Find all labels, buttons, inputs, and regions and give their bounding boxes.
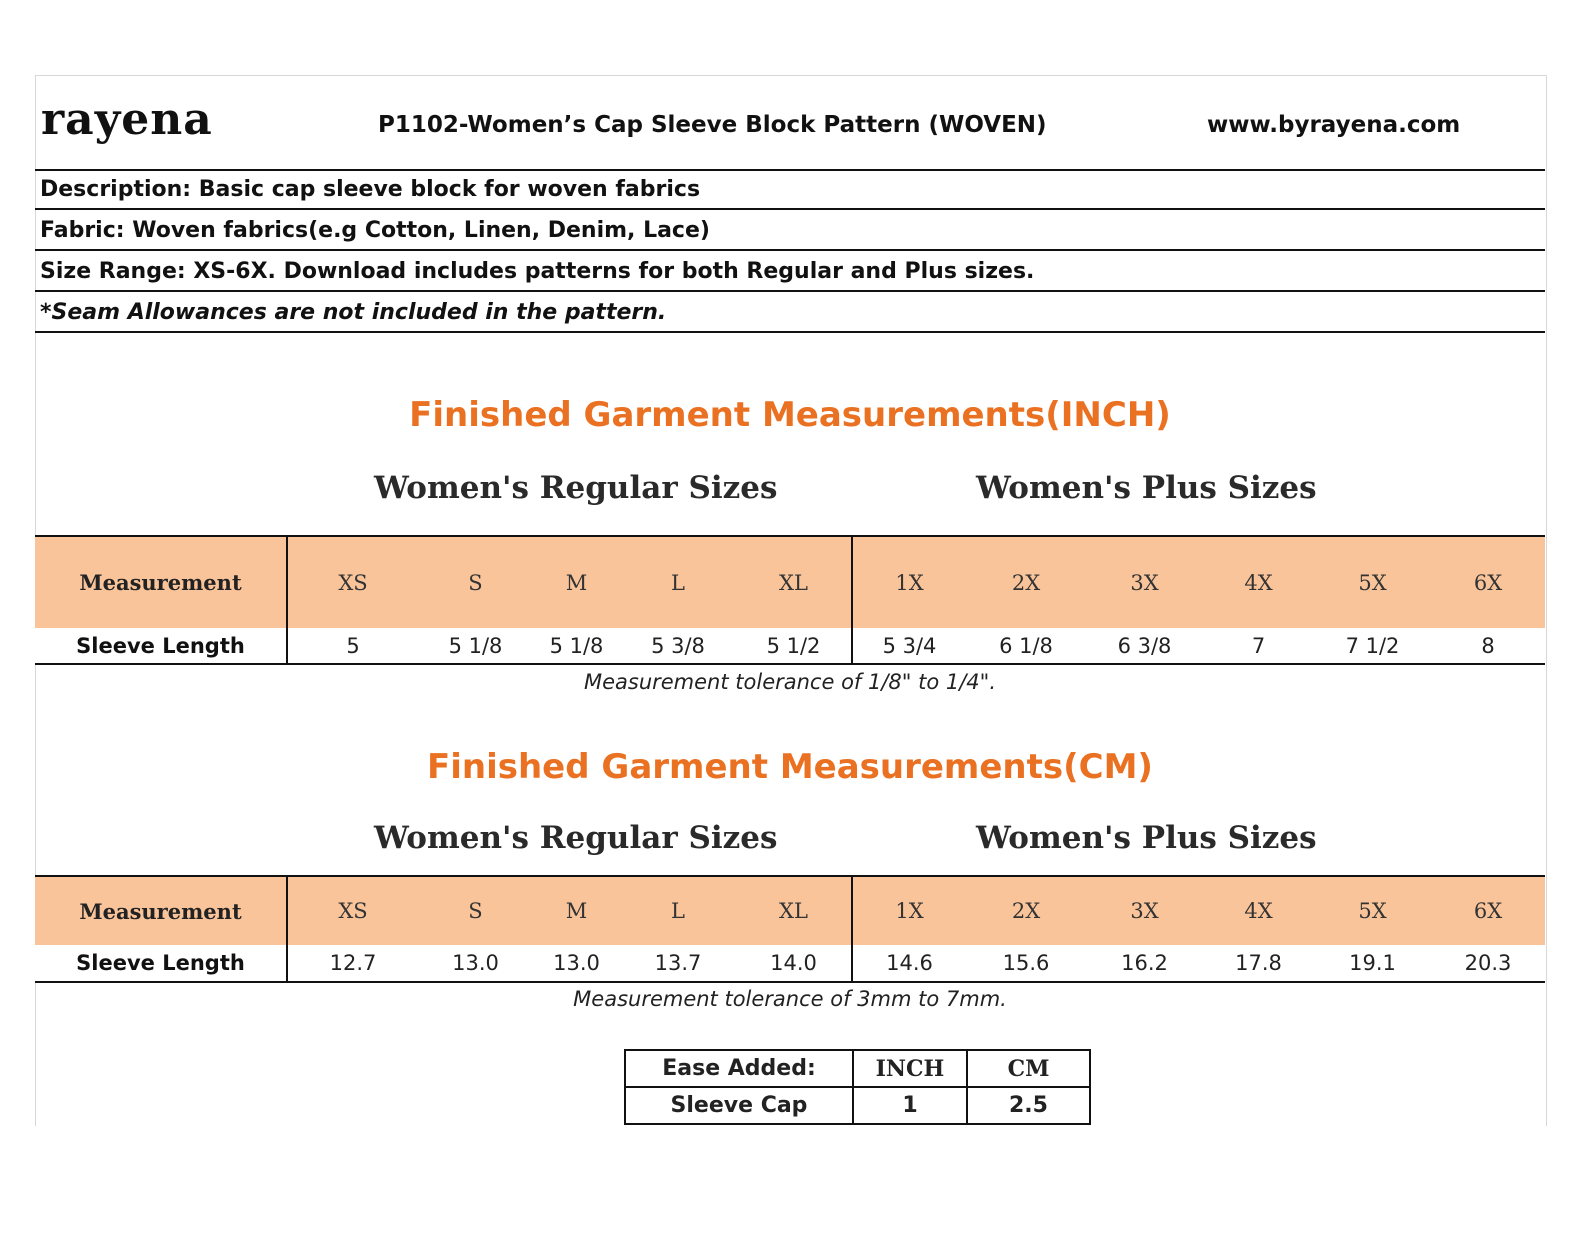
- size-header: S: [418, 876, 533, 945]
- inch-tolerance-note: Measurement tolerance of 1/8" to 1/4".: [583, 670, 997, 694]
- seam-allowance-note: *Seam Allowances are not included in the pattern.: [35, 293, 1545, 333]
- value-cell: 20.3: [1431, 945, 1545, 982]
- cm-size-header-row: [35, 876, 1545, 945]
- cm-regular-sizes-label: Women's Regular Sizes: [374, 820, 778, 856]
- value-cell: 16.2: [1086, 945, 1203, 982]
- value-cell: 19.1: [1314, 945, 1431, 982]
- size-header: 6X: [1431, 536, 1545, 628]
- value-cell: 12.7: [287, 945, 418, 982]
- size-header: L: [620, 876, 736, 945]
- size-header: 3X: [1086, 876, 1203, 945]
- cm-measurement-table: [35, 875, 1545, 983]
- inch-plus-sizes-label: Women's Plus Sizes: [976, 470, 1317, 506]
- size-header: M: [533, 536, 620, 628]
- size-header: 5X: [1314, 536, 1431, 628]
- description-row: Description: Basic cap sleeve block for woven fabrics: [35, 170, 1545, 210]
- value-cell: 13.7: [620, 945, 736, 982]
- value-cell: 13.0: [418, 945, 533, 982]
- value-cell: 6 3/8: [1086, 628, 1203, 664]
- size-header: S: [418, 536, 533, 628]
- size-header: 2X: [966, 536, 1086, 628]
- pattern-title: P1102-Women’s Cap Sleeve Block Pattern (WOVEN): [378, 112, 1047, 138]
- size-header: 4X: [1203, 536, 1314, 628]
- size-header: XS: [287, 536, 418, 628]
- size-header: M: [533, 876, 620, 945]
- measurement-header: Measurement: [35, 876, 287, 945]
- measurement-header: Measurement: [35, 536, 287, 628]
- size-header: 1X: [852, 876, 966, 945]
- size-header: 4X: [1203, 876, 1314, 945]
- value-cell: 7 1/2: [1314, 628, 1431, 664]
- value-cell: 5 3/8: [620, 628, 736, 664]
- ease-cm-header: CM: [967, 1050, 1090, 1087]
- value-cell: 5 1/8: [418, 628, 533, 664]
- size-range-row: Size Range: XS-6X. Download includes patterns for both Regular and Plus sizes.: [35, 252, 1545, 292]
- value-cell: 8: [1431, 628, 1545, 664]
- document-header: [35, 76, 1545, 171]
- value-cell: 14.0: [736, 945, 852, 982]
- brand-logo: rayena: [41, 94, 213, 145]
- value-cell: 5 3/4: [852, 628, 966, 664]
- website-link[interactable]: www.byrayena.com: [1207, 112, 1461, 138]
- ease-sleeve-cap-row: [625, 1087, 1090, 1124]
- inch-size-header-row: [35, 536, 1545, 628]
- cm-section-title: Finished Garment Measurements(CM): [427, 747, 1153, 787]
- size-header: 5X: [1314, 876, 1431, 945]
- ease-cm-value: 2.5: [967, 1087, 1090, 1124]
- size-header: XS: [287, 876, 418, 945]
- value-cell: 6 1/8: [966, 628, 1086, 664]
- inch-measurement-table: [35, 535, 1545, 665]
- cm-plus-sizes-label: Women's Plus Sizes: [976, 820, 1317, 856]
- size-header: 2X: [966, 876, 1086, 945]
- ease-added-table: [624, 1049, 1091, 1125]
- size-header: XL: [736, 876, 852, 945]
- row-label: Sleeve Length: [35, 628, 287, 664]
- inch-sleeve-length-row: [35, 628, 1545, 664]
- value-cell: 7: [1203, 628, 1314, 664]
- cm-sleeve-length-row: [35, 945, 1545, 982]
- inch-section-title: Finished Garment Measurements(INCH): [409, 395, 1171, 435]
- value-cell: 17.8: [1203, 945, 1314, 982]
- cm-tolerance-note: Measurement tolerance of 3mm to 7mm.: [573, 987, 1007, 1011]
- value-cell: 15.6: [966, 945, 1086, 982]
- size-header: 3X: [1086, 536, 1203, 628]
- value-cell: 5: [287, 628, 418, 664]
- size-header: XL: [736, 536, 852, 628]
- ease-inch-value: 1: [853, 1087, 967, 1124]
- value-cell: 5 1/2: [736, 628, 852, 664]
- size-header: 1X: [852, 536, 966, 628]
- value-cell: 5 1/8: [533, 628, 620, 664]
- ease-inch-header: INCH: [853, 1050, 967, 1087]
- ease-header-row: [625, 1050, 1090, 1087]
- value-cell: 14.6: [852, 945, 966, 982]
- value-cell: 13.0: [533, 945, 620, 982]
- row-label: Sleeve Length: [35, 945, 287, 982]
- size-header: 6X: [1431, 876, 1545, 945]
- size-header: L: [620, 536, 736, 628]
- inch-regular-sizes-label: Women's Regular Sizes: [374, 470, 778, 506]
- fabric-row: Fabric: Woven fabrics(e.g Cotton, Linen, Denim, Lace): [35, 211, 1545, 251]
- ease-row-label: Sleeve Cap: [625, 1087, 853, 1124]
- ease-header-label: Ease Added:: [625, 1050, 853, 1087]
